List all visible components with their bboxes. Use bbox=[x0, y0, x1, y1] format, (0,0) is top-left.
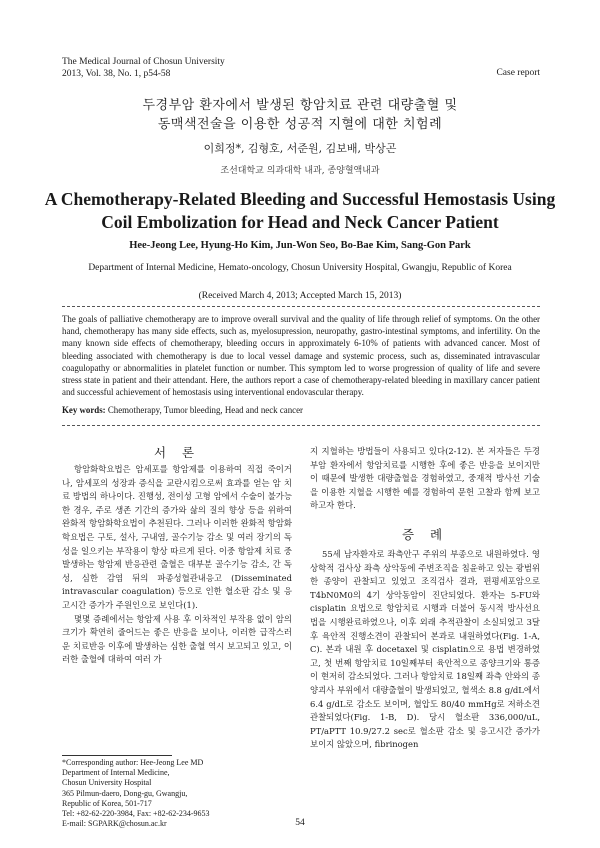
keywords-list: Chemotherapy, Tumor bleeding, Head and neck cancer bbox=[105, 405, 303, 415]
page-number: 54 bbox=[295, 818, 305, 828]
korean-title bbox=[0, 96, 600, 134]
case-heading: 증 례 bbox=[401, 527, 449, 542]
abstract-top-divider bbox=[62, 306, 540, 307]
intro-paragraph-2-continued: 지 지혈하는 방법들이 사용되고 있다(2-12). 본 저자들은 두경부암 환자에서 항암치료를 시행한 후에 좋은 반응을 보이지만 이 때문에 발생한 대량출혈을 경험하였고, 중재적 방사선 기술을 이용한 지혈을 시행한 예를 경험하여 문헌 고찰과 함께 보고하고자 한다. bbox=[310, 446, 540, 511]
corr-line-4: 365 Pilmun-daero, Dong-gu, Gwangju, bbox=[62, 788, 188, 798]
english-title-line2: Coil Embolization for Head and Neck Cancer Patient bbox=[101, 212, 499, 232]
intro-paragraph-2: 몇몇 증례에서는 항암제 사용 후 이차적인 부작용 없이 암의 크기가 확연히 줄어드는 좋은 반응을 보이나, 이러한 급작스러운 치료반응 이후에 발생하는 심한 출혈 역시 보고되고 있고, 이러한 출혈에 대하여 여러 가 bbox=[62, 613, 292, 665]
corr-line-2: Department of Internal Medicine, bbox=[62, 768, 170, 778]
keywords-label: Key words: bbox=[62, 405, 106, 415]
corr-line-6: Tel: +82-62-220-3984, Fax: +82-62-234-9653 bbox=[62, 809, 210, 819]
footnote-rule bbox=[62, 755, 172, 756]
korean-affiliation: 조선대학교 의과대학 내과, 종양혈액내과 bbox=[220, 166, 380, 176]
case-paragraph-1: 55세 남자환자로 좌측안구 주위의 부종으로 내원하였다. 영상학적 검사상 좌측 상악동에 주변조직을 침윤하고 있는 광범위한 종양이 관찰되고 있었고 조직검사 결과, 편평세포암으로 T4bN0M0의 4기 상악동암이 진단되었다. 환자는 5-FU와 cisplatin 요법으로 항암치료 시행과 더불어 동시적 방사선요법을 시행완료하였으나, 이후 외래 추적관찰이 소실되었고 3달 후 육안적 진행소견이 관찰되어 본과로 내원하였다(Fig. 1-A, C). 본과 내원 후 docetaxel 및 cisplatin으로 용법 변경하였고, 첫 번째 항암치료 10일째부터 육안적으로 종양크기와 통증이 현저히 감소되었다. 그러나 항암치료 18일째 좌측 안와의 종양괴사 부위에서 대량출혈이 발생되었고, 혈색소 8.8 g/dL에서 6.4 g/dL로 감소도 보이며, 혈압도 80/40 mmHg로 저하소견 관찰되었다(Fig. 1-B, D). 당시 혈소판 336,000/uL, PT/aPTT 10.9/27.2 sec로 혈소판 감소 및 응고시간 증가가 보이지 않았으며, fibrinogen bbox=[310, 549, 540, 750]
abstract-bottom-divider bbox=[62, 425, 540, 426]
english-title-line1: A Chemotherapy-Related Bleeding and Successful Hemostasis Using bbox=[44, 189, 556, 209]
korean-title-line2: 동맥색전술을 이용한 성공적 지혈에 대한 치험례 bbox=[157, 117, 443, 132]
report-type: Case report bbox=[496, 68, 540, 78]
journal-name: The Medical Journal of Chosun University bbox=[62, 57, 225, 67]
english-authors: Hee-Jeong Lee, Hyung-Ho Kim, Jun-Won Seo, Bo-Bae Kim, Sang-Gon Park bbox=[129, 240, 471, 251]
journal-header bbox=[62, 56, 225, 80]
corr-line-5: Republic of Korea, 501-717 bbox=[62, 798, 152, 808]
intro-paragraph-1: 항암화학요법은 암세포를 항암제를 이용하여 직접 죽이거나, 암세포의 성장과 증식을 교란시킴으로써 효과를 얻는 암 치료 방법의 하나이다. 진행성, 전이성 고형 암에서 수술이 불가능한 경우, 주로 생존 기간의 증가와 삶의 질의 향상 등을 위하여 완화적 항암화학요법이 추천된다. 그러나 이러한 완화적 항암화학요법은 구토, 설사, 구내염, 골수기능 감소 및 여러 장기의 독성을 일으키는 부작용이 항상 따르게 된다. 이중 항암제 치료 중 발생하는 항암제 반응관련 출혈은 대부분 골수기능 감소, 간 독성, 심한 감염 뒤의 파종성혈관내응고 (Disseminated intravascular coagulation) 등으로 인한 혈소판 감소 및 응고시간 증가가 주원인으로 보인다(1). bbox=[62, 464, 292, 610]
korean-authors: 이희정*, 김형호, 서준원, 김보배, 박상곤 bbox=[203, 142, 397, 155]
english-affiliation: Department of Internal Medicine, Hemato-oncology, Chosun University Hospital, Gwangju, Republic of Korea bbox=[88, 263, 512, 273]
english-title bbox=[0, 188, 600, 234]
left-column bbox=[62, 463, 292, 667]
intro-heading: 서 론 bbox=[153, 445, 201, 460]
abstract-text: The goals of palliative chemotherapy are to improve overall survival and the quality of life through relief of symptoms. On the other hand, chemotherapy has many side effects, such as, myelosupression, neuropathy, gastro-intestinal symptoms, and infertility. On the many known side effects of chemotherapy, bleeding occurs in approximately 6-10% of patients with advanced cancer. Most of bleeding associated with chemotherapy is due to local vessel damage and systemic process, such as, disseminated intravascular coagulopathy or abnormalities in platelet function or number. This symptom led to worse progression of quality of life and severe stress state in patient and their attendant. Here, the authors report a case of chemotherapy-related bleeding in maxillary cancer patient and successful achievement of hemostasis using interventional endovascular therapy. bbox=[62, 314, 540, 398]
received-dates: (Received March 4, 2013; Accepted March 15, 2013) bbox=[198, 291, 402, 301]
corr-line-3: Chosun University Hospital bbox=[62, 778, 152, 788]
korean-title-line1: 두경부암 환자에서 발생된 항암치료 관련 대량출혈 및 bbox=[142, 98, 458, 113]
case-column bbox=[310, 548, 540, 752]
corr-line-1: *Corresponding author: Hee-Jeong Lee MD bbox=[62, 758, 204, 767]
keywords bbox=[62, 405, 540, 415]
journal-volume: 2013, Vol. 38, No. 1, p54-58 bbox=[62, 69, 171, 79]
right-column bbox=[310, 445, 540, 513]
corr-line-7: E-mail: SGPARK@chosun.ac.kr bbox=[62, 819, 167, 829]
